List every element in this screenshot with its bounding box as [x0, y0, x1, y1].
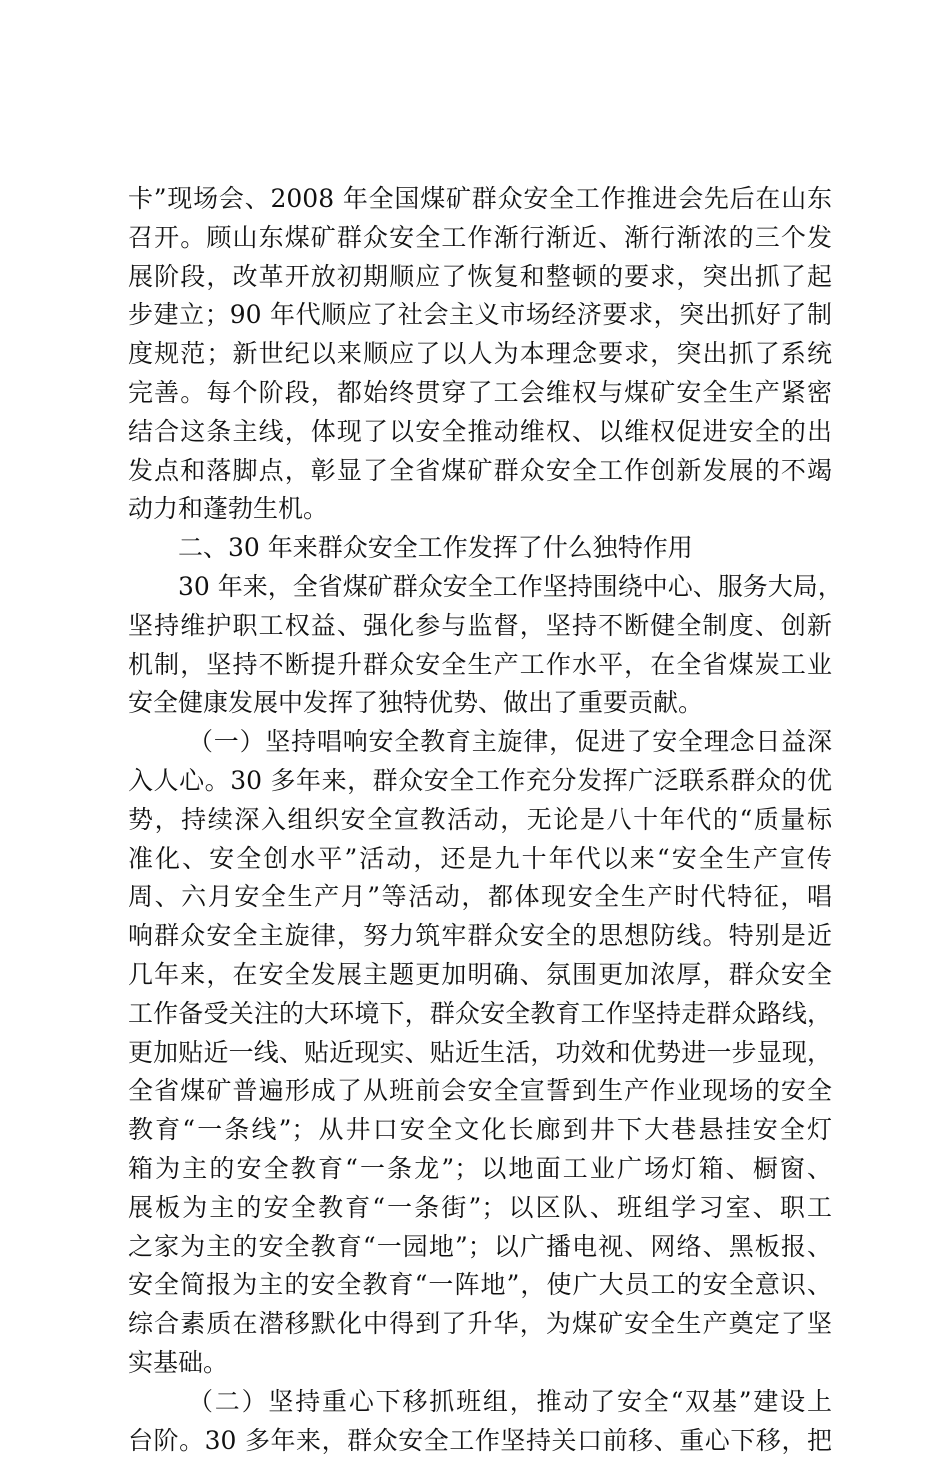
text-line: 展板为主的安全教育“一条街”；以区队、班组学习室、职工 [128, 1189, 832, 1228]
section-heading [128, 529, 832, 568]
text-line: 教育“一条线”；从井口安全文化长廊到井下大巷悬挂安全灯 [128, 1111, 832, 1150]
text-line: 实基础。 [128, 1344, 832, 1383]
text-line: 几年来，在安全发展主题更加明确、氛围更加浓厚，群众安全 [128, 956, 832, 995]
document-body [128, 180, 832, 1460]
text-line: 完善。每个阶段，都始终贯穿了工会维权与煤矿安全生产紧密 [128, 374, 832, 413]
text-line: 安全健康发展中发挥了独特优势、做出了重要贡献。 [128, 684, 832, 723]
text-line: 安全简报为主的安全教育“一阵地”，使广大员工的安全意识、 [128, 1266, 832, 1305]
paragraph-point-1 [128, 723, 832, 1383]
text-line: 势，持续深入组织安全宣教活动，无论是八十年代的“质量标 [128, 801, 832, 840]
text-line: 步建立；90 年代顺应了社会主义市场经济要求，突出抓好了制 [128, 296, 832, 335]
text-line: 发点和落脚点，彰显了全省煤矿群众安全工作创新发展的不竭 [128, 452, 832, 491]
text-line: 入人心。30 多年来，群众安全工作充分发挥广泛联系群众的优 [128, 762, 832, 801]
text-line: （二）坚持重心下移抓班组，推动了安全“双基”建设上 [128, 1383, 832, 1422]
text-line: 动力和蓬勃生机。 [128, 490, 832, 529]
text-line: 台阶。30 多年来，群众安全工作坚持关口前移、重心下移，把 [128, 1422, 832, 1460]
text-line: 机制，坚持不断提升群众安全生产工作水平，在全省煤炭工业 [128, 646, 832, 685]
text-line: 结合这条主线，体现了以安全推动维权、以维权促进安全的出 [128, 413, 832, 452]
paragraph-intro-continued [128, 180, 832, 529]
text-line: 箱为主的安全教育“一条龙”；以地面工业广场灯箱、橱窗、 [128, 1150, 832, 1189]
text-line: （一）坚持唱响安全教育主旋律，促进了安全理念日益深 [128, 723, 832, 762]
text-line: 度规范；新世纪以来顺应了以人为本理念要求，突出抓了系统 [128, 335, 832, 374]
text-line: 响群众安全主旋律，努力筑牢群众安全的思想防线。特别是近 [128, 917, 832, 956]
text-line: 展阶段，改革开放初期顺应了恢复和整顿的要求，突出抓了起 [128, 258, 832, 297]
text-line: 周、六月安全生产月”等活动，都体现安全生产时代特征，唱 [128, 878, 832, 917]
text-line: 之家为主的安全教育“一园地”；以广播电视、网络、黑板报、 [128, 1228, 832, 1267]
text-line: 更加贴近一线、贴近现实、贴近生活，功效和优势进一步显现， [128, 1034, 832, 1073]
text-line: 工作备受关注的大环境下，群众安全教育工作坚持走群众路线， [128, 995, 832, 1034]
text-line: 准化、安全创水平”活动，还是九十年代以来“安全生产宣传 [128, 840, 832, 879]
text-line: 30 年来，全省煤矿群众安全工作坚持围绕中心、服务大局， [128, 568, 832, 607]
text-line: 坚持维护职工权益、强化参与监督，坚持不断健全制度、创新 [128, 607, 832, 646]
paragraph-point-2 [128, 1383, 832, 1460]
text-line: 卡”现场会、2008 年全国煤矿群众安全工作推进会先后在山东 [128, 180, 832, 219]
section-heading-text: 二、30 年来群众安全工作发挥了什么独特作用 [128, 529, 832, 568]
text-line: 综合素质在潜移默化中得到了升华，为煤矿安全生产奠定了坚 [128, 1305, 832, 1344]
text-line: 全省煤矿普遍形成了从班前会安全宣誓到生产作业现场的安全 [128, 1072, 832, 1111]
text-line: 召开。顾山东煤矿群众安全工作渐行渐近、渐行渐浓的三个发 [128, 219, 832, 258]
paragraph-section-intro [128, 568, 832, 723]
